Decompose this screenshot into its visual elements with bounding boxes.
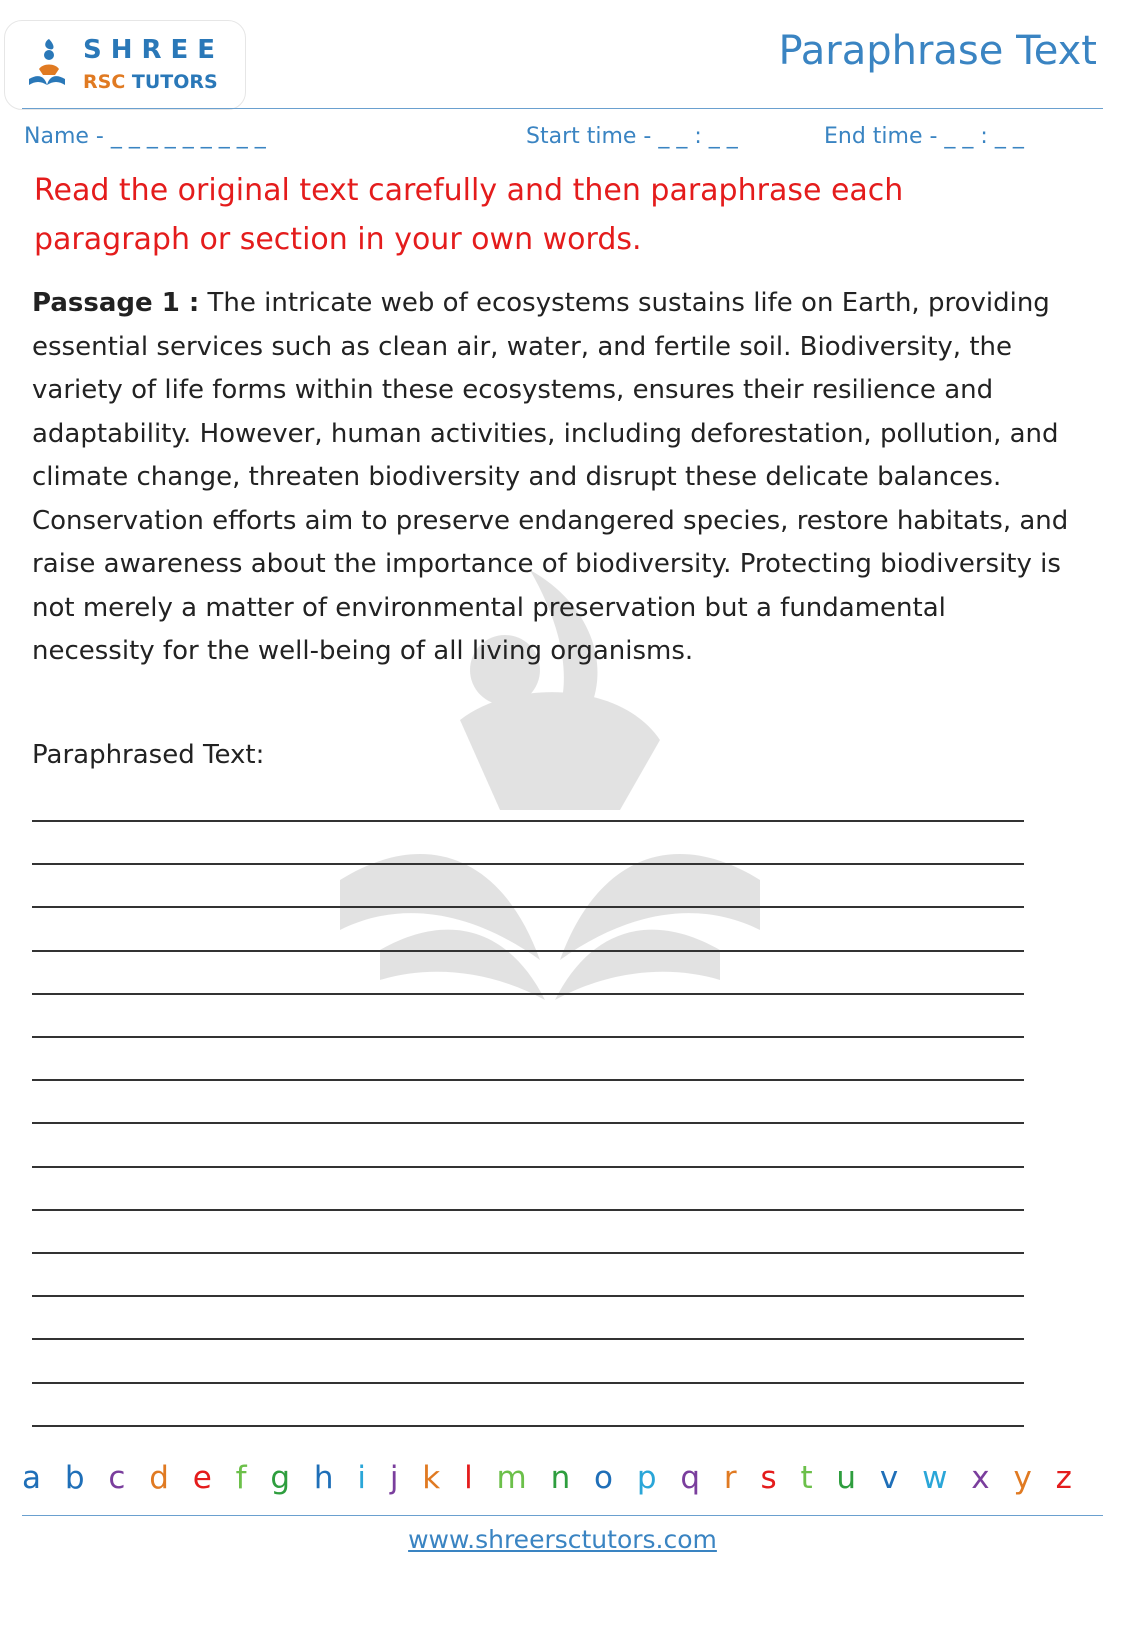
paraphrased-text-label: Paraphrased Text:: [32, 740, 265, 770]
start-time-field[interactable]: Start time - _ _ : _ _: [526, 124, 738, 149]
alphabet-letter-t: t: [800, 1460, 813, 1496]
name-field[interactable]: Name - _ _ _ _ _ _ _ _ _: [24, 124, 266, 149]
alphabet-letter-q: q: [680, 1460, 701, 1496]
alphabet-letter-d: d: [149, 1460, 169, 1496]
alphabet-letter-f: f: [235, 1460, 247, 1496]
writing-line[interactable]: [32, 1425, 1024, 1427]
instruction-text: Read the original text carefully and then paraphrase each paragraph or section in your own words.: [34, 173, 904, 257]
writing-line[interactable]: [32, 1295, 1024, 1297]
alphabet-letter-a: a: [22, 1460, 41, 1496]
logo-figure-icon: [25, 35, 69, 95]
writing-line[interactable]: [32, 863, 1024, 865]
alphabet-letter-w: w: [922, 1460, 948, 1496]
alphabet-letter-c: c: [108, 1460, 126, 1496]
writing-line[interactable]: [32, 1036, 1024, 1038]
logo-brand-name: SHREE: [83, 35, 225, 65]
alphabet-letter-r: r: [723, 1460, 737, 1496]
page-title: Paraphrase Text: [778, 28, 1097, 74]
logo-subtitle-accent: RSC: [83, 71, 126, 93]
alphabet-letter-j: j: [389, 1460, 399, 1496]
footer-divider: [22, 1515, 1103, 1516]
alphabet-letter-l: l: [464, 1460, 473, 1496]
header-divider: [22, 108, 1103, 109]
alphabet-letter-n: n: [550, 1460, 571, 1496]
passage-1: [32, 282, 1072, 674]
writing-line[interactable]: [32, 1079, 1024, 1081]
passage-text: The intricate web of ecosystems sustains life on Earth, providing essential services such as clean air, water, and fertile soil. Biodiversity, the variety of life forms within these ecosystems, ensures their resilience and adaptability. However, human activities, including deforestation, pollution, and climate change, threaten biodiversity and disrupt these delicate balances. Conservation efforts aim to preserve endangered species, restore habitats, and raise awareness about the importance of biodiversity. Protecting biodiversity is not merely a matter of environmental preservation but a fundamental necessity for the well-being of all living organisms.: [32, 288, 1069, 666]
alphabet-letter-y: y: [1013, 1460, 1032, 1496]
end-time-field[interactable]: End time - _ _ : _ _: [824, 124, 1024, 149]
writing-line[interactable]: [32, 820, 1024, 822]
alphabet-letter-o: o: [594, 1460, 614, 1496]
alphabet-letter-h: h: [313, 1460, 334, 1496]
alphabet-letter-i: i: [357, 1460, 367, 1496]
writing-line[interactable]: [32, 1252, 1024, 1254]
writing-line[interactable]: [32, 993, 1024, 995]
writing-line[interactable]: [32, 950, 1024, 952]
writing-line[interactable]: [32, 1382, 1024, 1384]
alphabet-letter-v: v: [879, 1460, 899, 1496]
website-link[interactable]: www.shreersctutors.com: [408, 1525, 717, 1554]
logo-brand-subtitle: [83, 71, 218, 93]
alphabet-strip: [22, 1460, 1072, 1496]
alphabet-letter-m: m: [496, 1460, 527, 1496]
writing-line[interactable]: [32, 1122, 1024, 1124]
alphabet-letter-b: b: [64, 1460, 85, 1496]
passage-label: Passage 1 :: [32, 288, 200, 318]
alphabet-letter-u: u: [836, 1460, 857, 1496]
alphabet-letter-g: g: [270, 1460, 291, 1496]
logo-subtitle-rest: TUTORS: [125, 71, 218, 93]
writing-line[interactable]: [32, 1209, 1024, 1211]
logo: [4, 20, 246, 110]
writing-line[interactable]: [32, 906, 1024, 908]
writing-line[interactable]: [32, 1338, 1024, 1340]
alphabet-letter-s: s: [760, 1460, 777, 1496]
alphabet-letter-z: z: [1055, 1460, 1072, 1496]
alphabet-letter-p: p: [636, 1460, 657, 1496]
alphabet-letter-k: k: [422, 1460, 441, 1496]
writing-line[interactable]: [32, 1166, 1024, 1168]
alphabet-letter-x: x: [971, 1460, 990, 1496]
alphabet-letter-e: e: [192, 1460, 212, 1496]
